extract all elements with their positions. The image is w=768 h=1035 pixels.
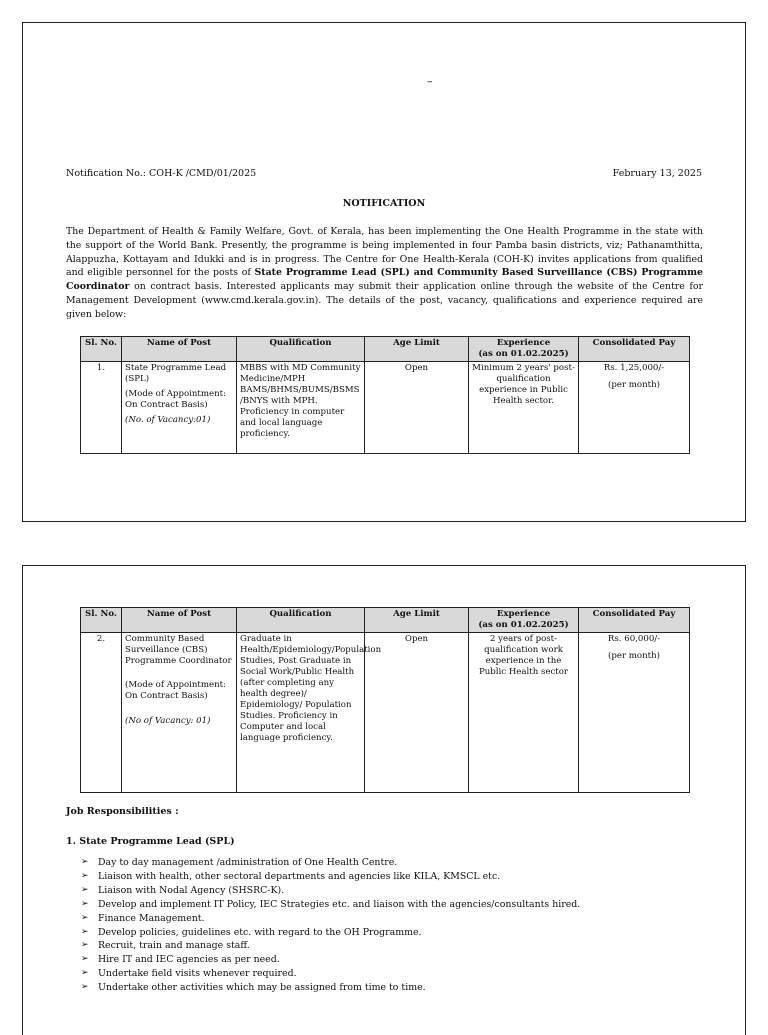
post-mode: (Mode of Appointment: On Contract Basis) <box>125 680 226 701</box>
arrow-bullet-icon: ➢ <box>81 926 89 937</box>
document-page-2 <box>22 565 746 1035</box>
arrow-bullet-icon: ➢ <box>81 857 89 867</box>
header-experience <box>469 337 579 362</box>
list-item <box>81 939 580 953</box>
header-experience-label: Experience <box>496 338 551 348</box>
header-age-limit: Age Limit <box>365 608 469 633</box>
header-experience-label: Experience <box>496 609 551 619</box>
list-item <box>81 884 580 898</box>
pay-amount: Rs. 60,000/- <box>607 634 661 644</box>
post-table-1 <box>80 336 690 454</box>
cell-sl-no: 2. <box>81 633 122 793</box>
header-name-of-post: Name of Post <box>122 608 237 633</box>
arrow-bullet-icon: ➢ <box>81 940 89 951</box>
header-experience <box>469 608 579 633</box>
list-item-text: Day to day management /administration of One Health Centre. <box>98 857 398 868</box>
list-item <box>81 898 580 912</box>
list-item <box>81 856 580 870</box>
spl-responsibilities-heading: 1. State Programme Lead (SPL) <box>66 836 235 847</box>
header-experience-date: (as on 01.02.2025) <box>478 349 569 359</box>
header-sl-no: Sl. No. <box>81 608 122 633</box>
cell-age-limit: Open <box>365 362 469 454</box>
table-header-row <box>81 337 690 362</box>
header-pay: Consolidated Pay <box>579 608 690 633</box>
list-item <box>81 953 580 967</box>
list-item <box>81 912 580 926</box>
cell-qualification: MBBS with MD Community Medicine/MPH BAMS/BHMS/BUMS/BSMS /BNYS with MPH. Proficiency in computer and local language proficiency. <box>237 362 365 454</box>
header-experience-date: (as on 01.02.2025) <box>478 620 569 630</box>
cell-pay <box>579 362 690 454</box>
post-name: Community Based Surveillance (CBS) Programme Coordinator <box>125 634 232 666</box>
intro-text-1: The Department of Health & Family Welfare, Govt. of Kerala, has been implementing the One Health Programme in the state with the support of the World Bank. Presently, the programme is being implemented in four Pamba basin districts, viz; Pathanamthitta, Alappuzha, Kottayam and Idukki and is in progress. The Centre for One Health-Kerala (COH-K) invites applications from qualified and eligible personnel for the posts of <box>66 226 703 279</box>
notification-number: Notification No.: COH-K /CMD/01/2025 <box>66 168 257 179</box>
header-qualification: Qualification <box>237 337 365 362</box>
list-item <box>81 926 580 940</box>
header-name-of-post: Name of Post <box>122 337 237 362</box>
notification-date: February 13, 2025 <box>612 168 702 179</box>
cell-age-limit: Open <box>365 633 469 793</box>
header-dash: – <box>427 75 433 88</box>
pay-period: (per month) <box>608 651 660 661</box>
list-item-text: Liaison with health, other sectoral departments and agencies like KILA, KMSCL etc. <box>98 870 501 882</box>
arrow-bullet-icon: ➢ <box>81 982 89 993</box>
table-header-row <box>81 608 690 633</box>
arrow-bullet-icon: ➢ <box>81 898 89 909</box>
cell-post <box>122 633 237 793</box>
notification-title: NOTIFICATION <box>342 198 426 209</box>
list-item-text: Develop policies, guidelines etc. with regard to the OH Programme. <box>98 926 422 938</box>
cell-pay <box>579 633 690 793</box>
list-item <box>81 981 580 995</box>
header-qualification: Qualification <box>237 608 365 633</box>
intro-text-2: on contract basis. Interested applicants may submit their application online through the website of the Centre for Management Development (www.cmd.kerala.gov.in). The details of the post, vacancy, qualifications and experience required are given below: <box>66 281 703 320</box>
arrow-bullet-icon: ➢ <box>81 968 89 979</box>
pay-period: (per month) <box>608 380 660 390</box>
arrow-bullet-icon: ➢ <box>81 954 89 965</box>
arrow-bullet-icon: ➢ <box>81 870 89 881</box>
job-responsibilities-heading: Job Responsibilities : <box>66 806 179 817</box>
list-item-text: Recruit, train and manage staff. <box>98 940 250 952</box>
list-item-text: Liaison with Nodal Agency (SHSRC-K). <box>98 884 285 896</box>
table-row <box>81 362 690 454</box>
cell-post <box>122 362 237 454</box>
cell-sl-no: 1. <box>81 362 122 454</box>
intro-bold-posts: State Programme Lead (SPL) and Community Based Surveillance (CBS) Programme Coordinator <box>66 267 703 293</box>
list-item-text: Finance Management. <box>98 912 205 924</box>
spl-duties-list <box>81 856 580 995</box>
cell-experience: 2 years of post-qualification work experience in the Public Health sector <box>469 633 579 793</box>
post-table-2 <box>80 607 690 793</box>
list-item-text: Undertake field visits whenever required. <box>98 968 297 980</box>
arrow-bullet-icon: ➢ <box>81 912 89 923</box>
header-pay: Consolidated Pay <box>579 337 690 362</box>
arrow-bullet-icon: ➢ <box>81 884 89 895</box>
intro-paragraph <box>66 225 703 322</box>
header-sl-no: Sl. No. <box>81 337 122 362</box>
post-mode: (Mode of Appointment: On Contract Basis) <box>125 389 226 410</box>
post-vacancy: (No of Vacancy: 01) <box>125 716 211 726</box>
list-item <box>81 967 580 981</box>
cell-qualification: Graduate in Health/Epidemiology/Population Studies, Post Graduate in Social Work/Public Health (after completing any health degree)/ Epidemiology/ Population Studies. Proficiency in Computer and local language proficiency. <box>237 633 365 793</box>
list-item-text: Develop and implement IT Policy, IEC Strategies etc. and liaison with the agencies/consultants hired. <box>98 898 581 910</box>
list-item <box>81 870 580 884</box>
list-item-text: Undertake other activities which may be assigned from time to time. <box>98 982 426 994</box>
post-vacancy: (No. of Vacancy:01) <box>125 415 211 425</box>
header-age-limit: Age Limit <box>365 337 469 362</box>
pay-amount: Rs. 1,25,000/- <box>603 363 665 373</box>
table-row <box>81 633 690 793</box>
cell-experience: Minimum 2 years' post-qualification experience in Public Health sector. <box>469 362 579 454</box>
list-item-text: Hire IT and IEC agencies as per need. <box>98 954 280 966</box>
document-page-1 <box>22 22 746 522</box>
post-name: State Programme Lead (SPL) <box>125 363 227 384</box>
